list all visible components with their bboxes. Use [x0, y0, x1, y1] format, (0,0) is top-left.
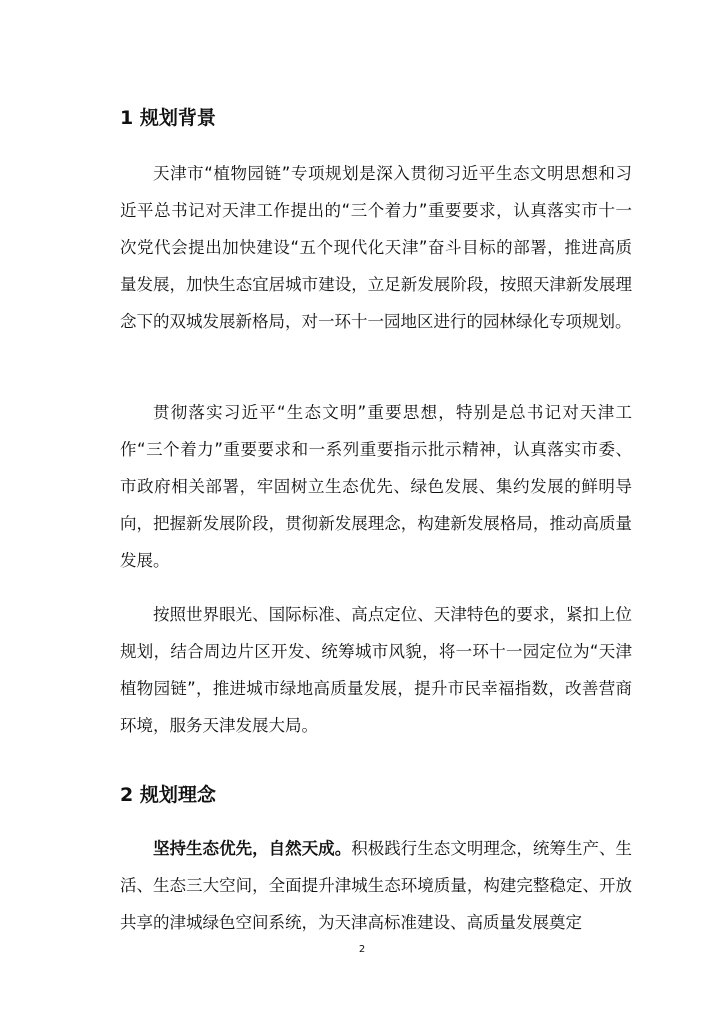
- section-heading-background: 1 规划背景: [120, 107, 216, 129]
- paragraph-background-1: 天津市“植物园链”专项规划是深入贯彻习近平生态文明思想和习近平总书记对天津工作提出的“三个着力”重要要求，认真落实市十一次党代会提出加快建设“五个现代化天津”奋斗目标的部署，推进高质量发展，加快生态宜居城市建设，立足新发展阶段，按照天津新发展理念下的双城发展新格局，对一环十一园地区进行的园林绿化专项规划。: [120, 164, 632, 331]
- page-number: 2: [358, 944, 366, 955]
- paragraph-background-3: 按照世界眼光、国际标准、高点定位、天津特色的要求，紧扣上位规划，结合周边片区开发、统筹城市风貌，将一环十一园定位为“天津植物园链”，推进城市绿地高质量发展，提升市民幸福指数，改善营商环境，服务天津发展大局。: [120, 605, 632, 735]
- paragraph-lead-phrase: 坚持生态优先，自然天成。: [153, 839, 352, 858]
- paragraph-body-text: 积极践行生态文明理念，统筹生产、生活、生态三大空间，全面提升津城生态环境质量，构建完整稳定、开放共享的津城绿色空间系统，为天津高标准建设、高质量发展奠定: [120, 839, 633, 932]
- section-heading-concept: 2 规划理念: [120, 784, 216, 806]
- paragraph-concept-1: [120, 830, 632, 941]
- paragraph-background-2: 贯彻落实习近平“生态文明”重要思想，特别是总书记对天津工作“三个着力”重要要求和一系列重要指示批示精神，认真落实市委、市政府相关部署，牢固树立生态优先、绿色发展、集约发展的鲜明导向，把握新发展阶段，贯彻新发展理念，构建新发展格局，推动高质量发展。: [120, 403, 632, 570]
